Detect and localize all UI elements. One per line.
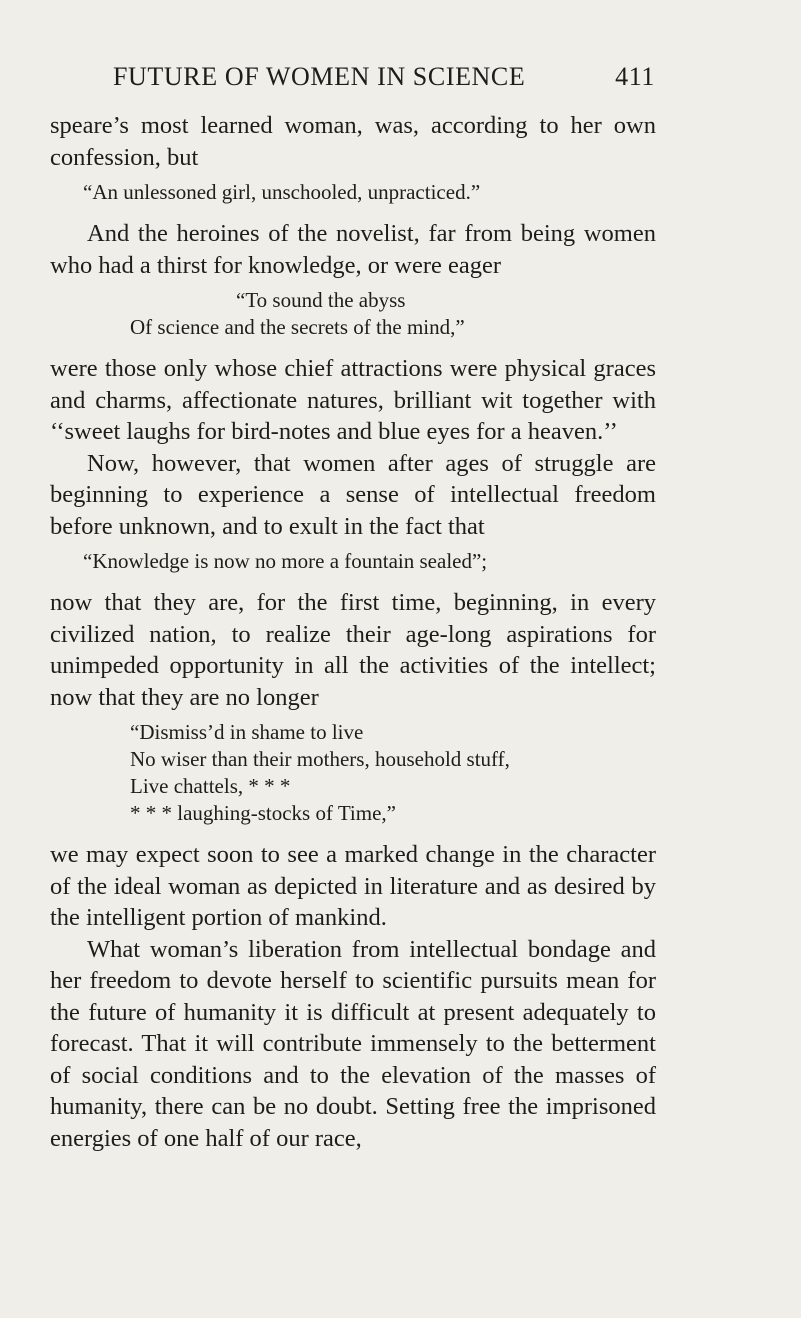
paragraph-2: And the heroines of the novelist, far from being women who had a thirst for knowledge, or were eager <box>50 220 656 279</box>
running-head-title: FUTURE OF WOMEN IN SCIENCE <box>113 62 526 91</box>
quote-4 <box>50 719 656 827</box>
quote-1 <box>50 179 656 206</box>
quote-2-line-1: “To sound the abyss <box>236 288 406 312</box>
page-number: 411 <box>615 62 655 91</box>
body-text <box>50 110 656 1154</box>
paragraph-1: speare’s most learned woman, was, according to her own confession, but <box>50 112 656 171</box>
quote-2 <box>50 287 656 341</box>
quote-4-line-2: No wiser than their mothers, household stuff, <box>130 747 510 771</box>
quote-3-line: “Knowledge is now no more a fountain sealed”; <box>83 549 488 573</box>
paragraph-3: were those only whose chief attractions were physical graces and charms, affectionate natures, brilliant wit together with ‘‘sweet laughs for bird-notes and blue eyes for a heaven.’’ <box>50 355 656 445</box>
running-head <box>113 62 653 92</box>
quote-4-line-1: “Dismiss’d in shame to live <box>130 720 364 744</box>
quote-1-line: “An unlessoned girl, unschooled, unpracticed.” <box>83 180 481 204</box>
paragraph-6: we may expect soon to see a marked change in the character of the ideal woman as depicted in literature and as desired by the intelligent portion of mankind. <box>50 841 656 931</box>
paragraph-7: What woman’s liberation from intellectual bondage and her freedom to devote herself to scientific pursuits mean for the future of humanity it is difficult at present adequately to forecast. That it will contribute immensely to the betterment of social conditions and to the elevation of the masses of humanity, there can be no doubt. Setting free the imprisoned energies of one half of our race, <box>50 935 656 1152</box>
quote-3 <box>50 548 656 575</box>
quote-2-line-2: Of science and the secrets of the mind,” <box>130 315 465 339</box>
paragraph-4: Now, however, that women after ages of struggle are beginning to experience a sense of intellectual freedom before unknown, and to exult in the fact that <box>50 449 656 540</box>
quote-4-line-3: Live chattels, * * * <box>130 774 291 798</box>
paragraph-5: now that they are, for the first time, beginning, in every civilized nation, to realize their age-long aspirations for unimpeded opportunity in all the activities of the intellect; now that they are no longer <box>50 589 656 711</box>
quote-4-line-4: * * * laughing-stocks of Time,” <box>130 801 396 825</box>
